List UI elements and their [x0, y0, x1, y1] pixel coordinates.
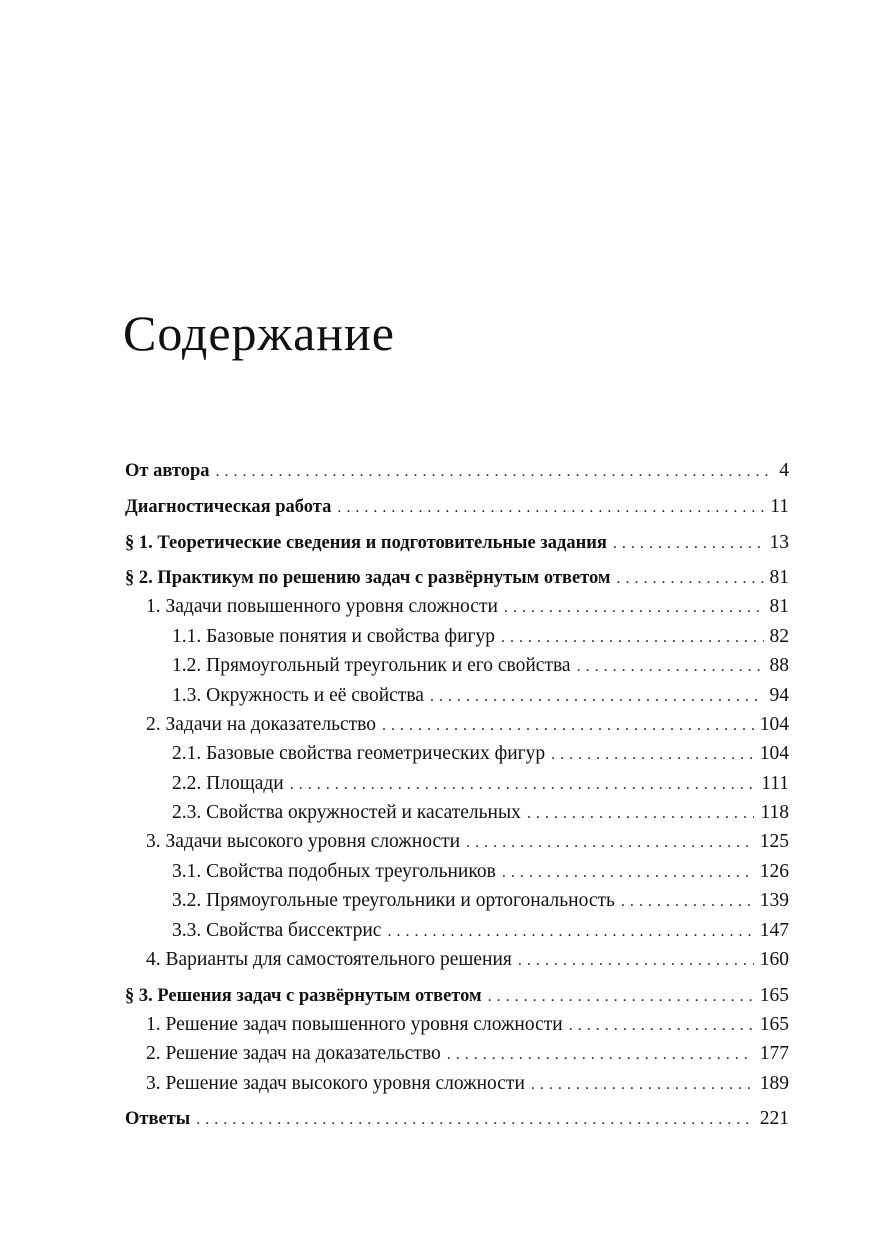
toc-entry-title: 2. Решение задач на доказательство — [146, 1043, 441, 1064]
toc-entry[interactable] — [125, 1010, 789, 1040]
dot-leader — [430, 682, 764, 712]
toc-entry-page: 88 — [769, 655, 789, 676]
dot-leader — [382, 711, 754, 741]
toc-entry-page: 4 — [779, 460, 789, 481]
toc-entry-title: 2.2. Площади — [172, 773, 284, 794]
dot-leader — [518, 946, 754, 976]
dot-leader — [196, 1105, 754, 1135]
toc-entry-title: 1.1. Базовые понятия и свойства фигур — [172, 626, 495, 647]
dot-leader — [216, 457, 774, 487]
dot-leader — [387, 917, 753, 947]
toc-entry[interactable] — [125, 1039, 789, 1069]
toc-entry-page: 177 — [759, 1043, 789, 1064]
toc-entry[interactable] — [125, 528, 789, 558]
toc-entry-page: 139 — [759, 890, 789, 911]
toc-entry-title: 3. Решение задач высокого уровня сложности — [146, 1073, 525, 1094]
toc-entry[interactable] — [125, 916, 789, 946]
toc-entry[interactable] — [125, 798, 789, 828]
dot-leader — [531, 1070, 754, 1100]
toc-entry-title: 1.2. Прямоугольный треугольник и его свойства — [172, 655, 571, 676]
dot-leader — [488, 982, 754, 1012]
toc-entry-title: 3.3. Свойства биссектрис — [172, 920, 382, 941]
toc-entry-title: Диагностическая работа — [125, 497, 332, 517]
toc-entry[interactable] — [125, 886, 789, 916]
toc-entry[interactable] — [125, 981, 789, 1011]
toc-entry[interactable] — [125, 592, 789, 622]
dot-leader — [551, 740, 754, 770]
toc-entry[interactable] — [125, 1104, 789, 1134]
toc-entry-title: 2.1. Базовые свойства геометрических фигур — [172, 743, 546, 764]
table-of-contents — [125, 0, 789, 1240]
toc-entry-page: 11 — [770, 496, 789, 517]
toc-entry-page: 81 — [769, 567, 789, 588]
toc-entry[interactable] — [125, 769, 789, 799]
dot-leader — [502, 858, 754, 888]
toc-entry[interactable] — [125, 857, 789, 887]
toc-entry-page: 126 — [759, 861, 789, 882]
dot-leader — [504, 593, 764, 623]
dot-leader — [569, 1011, 754, 1041]
toc-entry-page: 81 — [769, 596, 789, 617]
toc-entry-title: § 2. Практикум по решению задач с развёрнутым ответом — [125, 568, 611, 588]
page-title: Содержание — [123, 305, 395, 361]
toc-entry[interactable] — [125, 710, 789, 740]
toc-entry-title: 3. Задачи высокого уровня сложности — [146, 831, 461, 852]
toc-entry-page: 118 — [760, 802, 789, 823]
toc-entry-page: 111 — [761, 773, 789, 794]
dot-leader — [613, 529, 764, 559]
dot-leader — [577, 652, 764, 682]
toc-entry[interactable] — [125, 651, 789, 681]
toc-entry[interactable] — [125, 945, 789, 975]
toc-entry[interactable] — [125, 456, 789, 486]
toc-entry-page: 82 — [769, 626, 789, 647]
toc-entry[interactable] — [125, 827, 789, 857]
toc-entry[interactable] — [125, 739, 789, 769]
dot-leader — [501, 623, 764, 653]
toc-entry-title: 1. Решение задач повышенного уровня сложности — [146, 1014, 563, 1035]
toc-entry-title: От автора — [125, 461, 210, 481]
toc-entry-title: 1.3. Окружность и её свойства — [172, 685, 424, 706]
toc-entry-title: 4. Варианты для самостоятельного решения — [146, 949, 512, 970]
dot-leader — [290, 770, 755, 800]
toc-entry[interactable] — [125, 1069, 789, 1099]
toc-entry-title: 3.1. Свойства подобных треугольников — [172, 861, 496, 882]
toc-entry-title: 2. Задачи на доказательство — [146, 714, 376, 735]
toc-entry-page: 189 — [759, 1073, 789, 1094]
dot-leader — [527, 799, 755, 829]
dot-leader — [617, 564, 764, 594]
toc-entry-page: 147 — [759, 920, 789, 941]
toc-entry-page: 125 — [759, 831, 789, 852]
dot-leader — [337, 493, 764, 523]
toc-entry-title: Ответы — [125, 1109, 191, 1129]
dot-leader — [621, 887, 754, 917]
dot-leader — [447, 1040, 754, 1070]
toc-entry-page: 160 — [759, 949, 789, 970]
toc-entry-title: § 1. Теоретические сведения и подготовительные задания — [125, 533, 607, 553]
toc-entry-page: 13 — [769, 532, 789, 553]
toc-entry-page: 104 — [759, 743, 789, 764]
toc-entry[interactable] — [125, 563, 789, 593]
dot-leader — [466, 828, 754, 858]
toc-entry-title: 1. Задачи повышенного уровня сложности — [146, 596, 498, 617]
toc-entry-title: 3.2. Прямоугольные треугольники и ортогональность — [172, 890, 615, 911]
toc-entry[interactable] — [125, 622, 789, 652]
toc-entry-page: 94 — [769, 685, 789, 706]
toc-entry[interactable] — [125, 681, 789, 711]
toc-entry-page: 165 — [759, 985, 789, 1006]
toc-entry-page: 104 — [759, 714, 789, 735]
toc-entry-page: 221 — [759, 1108, 789, 1129]
toc-entry-title: 2.3. Свойства окружностей и касательных — [172, 802, 521, 823]
toc-entry-page: 165 — [759, 1014, 789, 1035]
toc-entry[interactable] — [125, 492, 789, 522]
toc-entry-title: § 3. Решения задач с развёрнутым ответом — [125, 986, 482, 1006]
